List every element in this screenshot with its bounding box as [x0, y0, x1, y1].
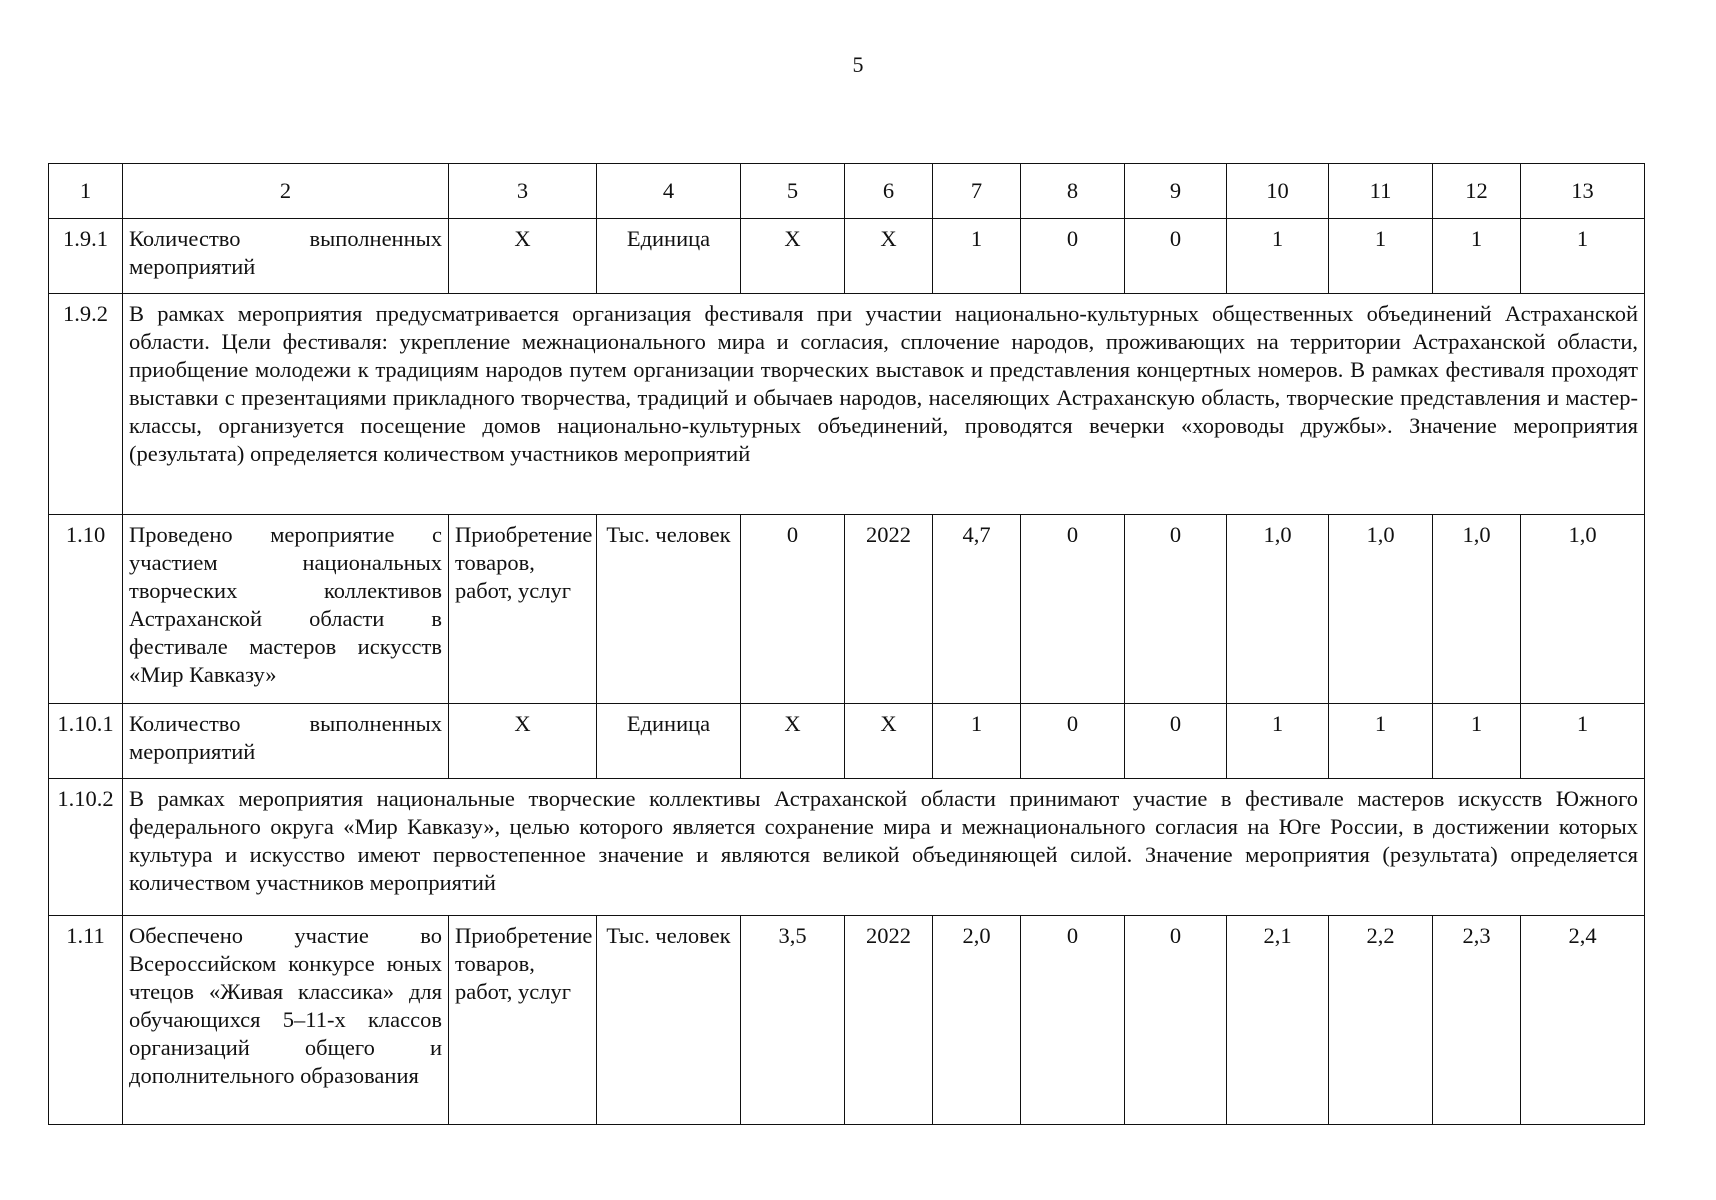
header-cell: 10: [1227, 164, 1329, 219]
row-value: 2,4: [1521, 916, 1645, 1125]
row-value: Х: [845, 704, 933, 779]
header-cell: 4: [597, 164, 741, 219]
row-value: 0: [1125, 916, 1227, 1125]
row-value: 1: [1227, 704, 1329, 779]
row-value: 1,0: [1521, 515, 1645, 704]
header-cell: 11: [1329, 164, 1433, 219]
table-row: [49, 515, 1645, 704]
table-row-description: [49, 779, 1645, 916]
row-name: Количество выполненных мероприятий: [123, 704, 449, 779]
row-value: 1: [1329, 219, 1433, 294]
header-cell: 6: [845, 164, 933, 219]
row-value: 1,0: [1433, 515, 1521, 704]
table-row: [49, 916, 1645, 1125]
row-code: 1.9.2: [49, 294, 123, 515]
row-value: 1: [1329, 704, 1433, 779]
row-value: 2,2: [1329, 916, 1433, 1125]
header-cell: 9: [1125, 164, 1227, 219]
page-number: 5: [852, 52, 864, 77]
row-name: Проведено мероприятие с участием национальных творческих коллективов Астраханской области в фестивале мастеров искусств «Мир Кавказу»: [123, 515, 449, 704]
header-cell: 13: [1521, 164, 1645, 219]
row-value: 0: [1125, 219, 1227, 294]
row-value: 0: [1021, 916, 1125, 1125]
table-row-description: [49, 294, 1645, 515]
row-value: 1,0: [1227, 515, 1329, 704]
row-unit: Тыс. человек: [597, 515, 741, 704]
row-value: 1: [1433, 704, 1521, 779]
row-description: В рамках мероприятия национальные творческие коллективы Астраханской области принимают участие в фестивале мастеров искусств Южного федерального округа «Мир Кавказу», целью которого является сохранение мира и межнационального согласия на Юге России, в достижении которых культура и искусство имеют первостепенное значение и являются великой объединяющей силой. Значение мероприятия (результата) определяется количеством участников мероприятий: [123, 779, 1645, 916]
header-cell: 12: [1433, 164, 1521, 219]
header-cell: 1: [49, 164, 123, 219]
row-description: В рамках мероприятия предусматривается организация фестиваля при участии национально-культурных общественных объединений Астраханской области. Цели фестиваля: укрепление межнационального мира и согласия, сплочение народов, проживающих на территории Астраханской области, приобщение молодежи к традициям народов путем организации творческих выставок и представления концертных номеров. В рамках фестиваля проходят выставки с презентациями прикладного творчества, традиций и обычаев народов, населяющих Астраханскую область, творческие представления и мастер-классы, организуется посещение домов национально-культурных объединений, проводятся вечерки «хороводы дружбы». Значение мероприятия (результата) определяется количеством участников мероприятий: [123, 294, 1645, 515]
row-value: 1: [1227, 219, 1329, 294]
row-value: 0: [741, 515, 845, 704]
row-value: 4,7: [933, 515, 1021, 704]
row-value: 3,5: [741, 916, 845, 1125]
row-value: 2,3: [1433, 916, 1521, 1125]
row-code: 1.10: [49, 515, 123, 704]
row-code: 1.9.1: [49, 219, 123, 294]
row-code: 1.10.2: [49, 779, 123, 916]
row-code: 1.11: [49, 916, 123, 1125]
row-value: 1,0: [1329, 515, 1433, 704]
row-value: 2022: [845, 916, 933, 1125]
row-unit: Единица: [597, 704, 741, 779]
row-unit: Единица: [597, 219, 741, 294]
row-value: Х: [741, 219, 845, 294]
row-name: Обеспечено участие во Всероссийском конкурсе юных чтецов «Живая классика» для обучающихся 5–11-х классов организаций общего и дополнительного образования: [123, 916, 449, 1125]
row-value: 1: [933, 219, 1021, 294]
row-code: 1.10.1: [49, 704, 123, 779]
row-value: Х: [741, 704, 845, 779]
table-row: [49, 704, 1645, 779]
table-header-row: [49, 164, 1645, 219]
row-name: Количество выполненных мероприятий: [123, 219, 449, 294]
row-type: Х: [449, 704, 597, 779]
row-value: 0: [1125, 515, 1227, 704]
row-type: Приобретение товаров, работ, услуг: [449, 515, 597, 704]
header-cell: 2: [123, 164, 449, 219]
row-value: 2,1: [1227, 916, 1329, 1125]
row-value: 0: [1021, 515, 1125, 704]
row-value: 2022: [845, 515, 933, 704]
header-cell: 7: [933, 164, 1021, 219]
header-cell: 8: [1021, 164, 1125, 219]
row-value: 0: [1021, 219, 1125, 294]
header-cell: 3: [449, 164, 597, 219]
row-value: 1: [933, 704, 1021, 779]
row-unit: Тыс. человек: [597, 916, 741, 1125]
indicators-table: [48, 163, 1645, 1125]
row-value: 0: [1125, 704, 1227, 779]
row-type: Х: [449, 219, 597, 294]
row-type: Приобретение товаров, работ, услуг: [449, 916, 597, 1125]
row-value: 1: [1433, 219, 1521, 294]
row-value: 0: [1021, 704, 1125, 779]
row-value: 1: [1521, 704, 1645, 779]
row-value: 1: [1521, 219, 1645, 294]
row-value: 2,0: [933, 916, 1021, 1125]
header-cell: 5: [741, 164, 845, 219]
table-row: [49, 219, 1645, 294]
row-value: Х: [845, 219, 933, 294]
